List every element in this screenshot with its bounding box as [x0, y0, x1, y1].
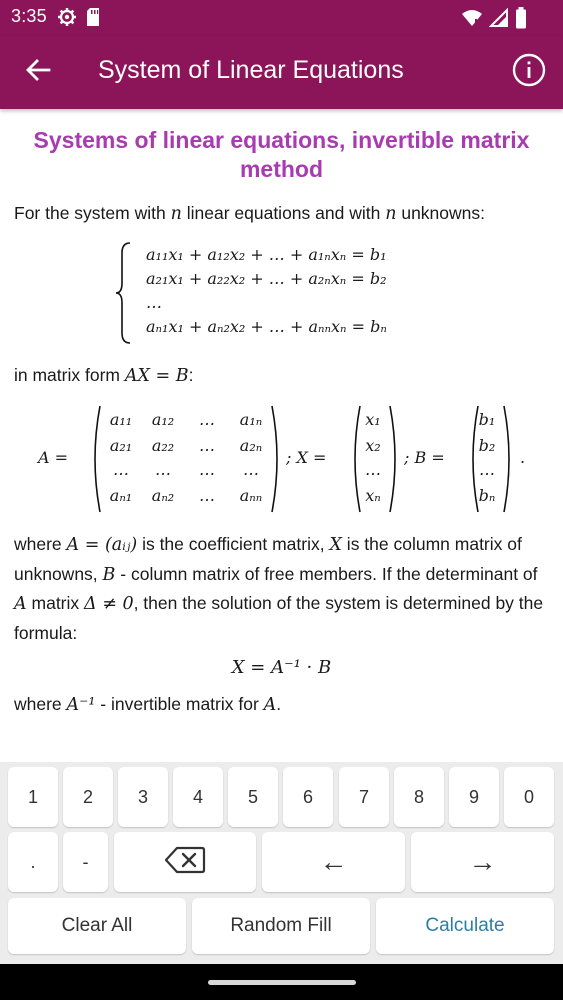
input-keyboard	[0, 762, 563, 964]
arrow-back-icon	[25, 57, 51, 88]
matrix-cell: aₙₙ	[239, 486, 263, 505]
matrix-cell: x₂	[365, 436, 381, 455]
matrix-cell: …	[479, 460, 495, 479]
matrix-cell: b₂	[478, 436, 496, 455]
matrix-x-label: ; X =	[286, 448, 327, 467]
key-2[interactable]: 2	[63, 767, 113, 827]
info-icon	[512, 53, 546, 92]
matrix-form-paragraph: in matrix form AX = B:	[14, 364, 194, 386]
solution-formula: X = A⁻¹ · B	[231, 657, 332, 678]
inverse-paragraph: where A⁻¹ - invertible matrix for A.	[14, 694, 282, 715]
cursor-left-button[interactable]: ←	[262, 832, 405, 892]
key-8[interactable]: 8	[394, 767, 444, 827]
matrix-cell: …	[155, 460, 171, 479]
matrix-cell: a₂₂	[151, 436, 175, 455]
explanation-paragraph: where A = (aᵢⱼ) is the coefficient matrix, X is the column matrix of unknowns, B - column matrix of free members. If the determinant of A matrix Δ ≠ 0, then the solution of the system is determined by the formula:	[14, 534, 544, 643]
equation-line: a₁₁x₁ + a₁₂x₂ + … + a₁ₙxₙ = b₁	[146, 244, 387, 264]
equation-line: a₂₁x₁ + a₂₂x₂ + … + a₂ₙxₙ = b₂	[146, 268, 387, 288]
key-5[interactable]: 5	[228, 767, 278, 827]
matrix-cell: …	[365, 460, 381, 479]
key-3[interactable]: 3	[118, 767, 168, 827]
intro-paragraph: For the system with n linear equations and with n unknowns:	[14, 203, 485, 224]
key-9[interactable]: 9	[449, 767, 499, 827]
random-fill-button[interactable]: Random Fill	[192, 898, 370, 954]
matrix-cell: …	[199, 436, 215, 455]
section-heading: Systems of linear equations, invertible matrix method	[33, 127, 530, 182]
page-title: System of Linear Equations	[98, 56, 404, 84]
content-area[interactable]	[0, 109, 563, 762]
backspace-button[interactable]	[114, 832, 256, 892]
matrix-cell: a₁₁	[109, 410, 133, 429]
matrix-cell: aₙ₁	[109, 486, 133, 505]
brace-shape	[114, 241, 134, 345]
key-7[interactable]: 7	[339, 767, 389, 827]
status-time: 3:35	[11, 6, 47, 26]
matrix-cell: a₁ₙ	[239, 410, 263, 429]
cursor-right-button[interactable]: →	[411, 832, 554, 892]
wifi-icon	[461, 8, 483, 33]
clear-all-button[interactable]: Clear All	[8, 898, 186, 954]
backspace-icon	[164, 846, 206, 879]
key-1[interactable]: 1	[8, 767, 58, 827]
equation-line: …	[146, 292, 162, 312]
signal-icon	[489, 8, 509, 33]
matrix-cell: a₂₁	[109, 436, 133, 455]
matrix-end-period: .	[520, 448, 526, 467]
right-paren-shape	[388, 404, 402, 514]
battery-icon	[515, 7, 527, 34]
matrix-cell: xₙ	[365, 486, 381, 505]
calculate-button[interactable]: Calculate	[376, 898, 554, 954]
sd-card-icon	[85, 7, 101, 32]
matrix-cell: a₂ₙ	[239, 436, 263, 455]
matrix-cell: bₙ	[478, 486, 496, 505]
matrix-cell: a₁₂	[151, 410, 175, 429]
app-bar	[0, 36, 563, 109]
matrix-cell: …	[199, 460, 215, 479]
system-nav-bar	[0, 964, 563, 1000]
key-minus[interactable]: -	[63, 832, 108, 892]
matrix-cell: …	[243, 460, 259, 479]
right-paren-shape	[270, 404, 284, 514]
matrix-cell: b₁	[478, 410, 496, 429]
settings-gear-icon	[57, 7, 77, 32]
equation-line: aₙ₁x₁ + aₙ₂x₂ + … + aₙₙxₙ = bₙ	[146, 316, 387, 336]
key-0[interactable]: 0	[504, 767, 554, 827]
key-6[interactable]: 6	[283, 767, 333, 827]
matrix-cell: …	[113, 460, 129, 479]
matrix-a-label: A =	[38, 448, 69, 467]
equation-system	[14, 243, 549, 355]
matrix-b-label: ; B =	[404, 448, 445, 467]
matrix-cell: aₙ₂	[151, 486, 175, 505]
key-dot[interactable]: .	[8, 832, 58, 892]
matrix-cell: …	[199, 410, 215, 429]
matrix-cell: x₁	[365, 410, 381, 429]
status-bar	[0, 0, 563, 36]
key-4[interactable]: 4	[173, 767, 223, 827]
matrix-definitions	[14, 396, 549, 526]
home-gesture-handle[interactable]	[208, 980, 356, 985]
matrix-cell: …	[199, 486, 215, 505]
back-button[interactable]	[20, 54, 56, 90]
info-button[interactable]	[511, 54, 547, 90]
right-paren-shape	[502, 404, 516, 514]
